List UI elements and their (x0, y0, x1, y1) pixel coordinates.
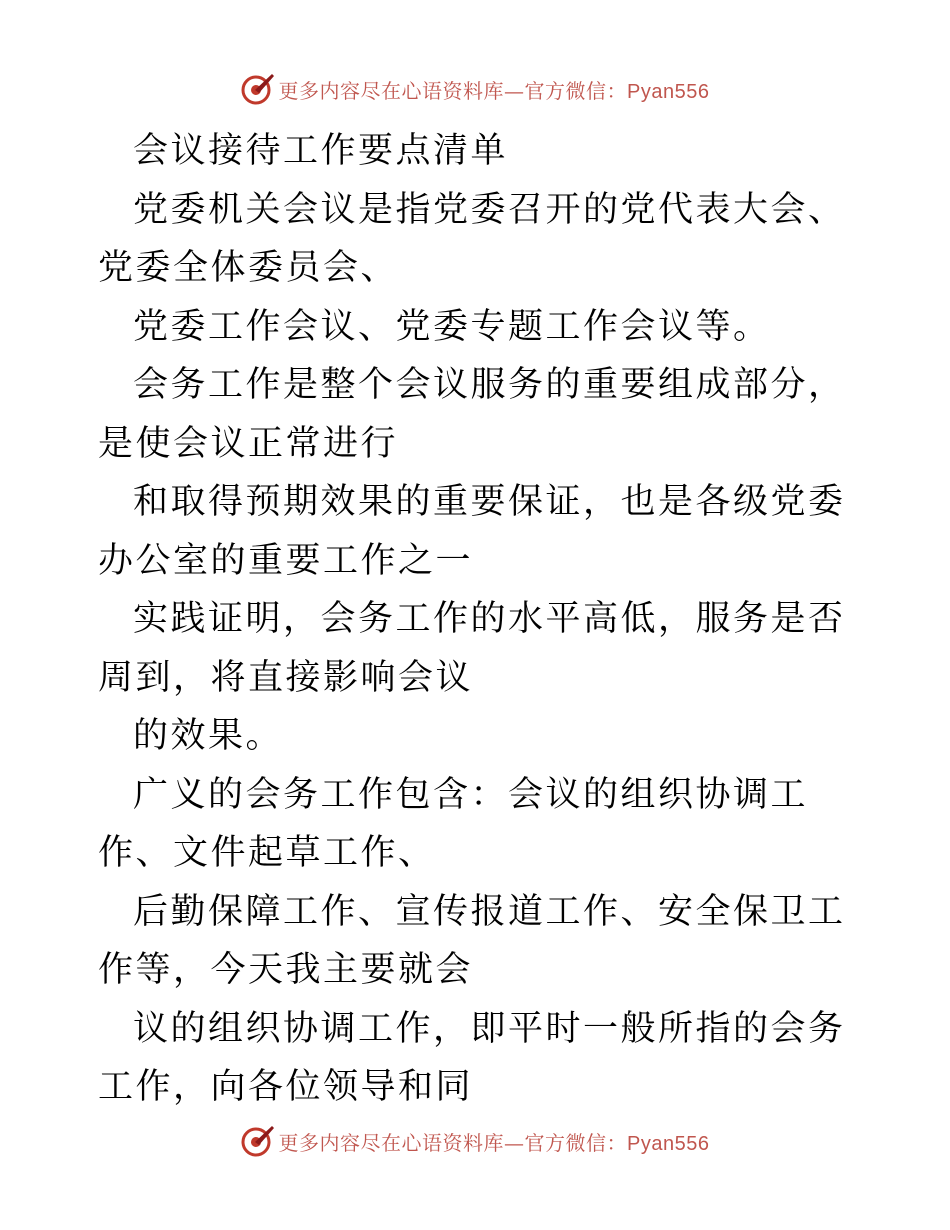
footer-banner-wechat: 官方微信：Pyan556 (524, 1132, 710, 1155)
paragraph: 后勤保障工作、宣传报道工作、安全保卫工作等，今天我主要就会 (98, 891, 846, 990)
header-banner-text (279, 75, 710, 104)
document-body (98, 122, 858, 1117)
document-title: 会议接待工作要点清单 (133, 131, 509, 171)
paragraph: 广义的会务工作包含：会议的组织协调工作、文件起草工作、 (98, 774, 809, 873)
paragraph: 议的组织协调工作，即平时一般所指的会务工作，向各位领导和同 (98, 1008, 846, 1107)
page-header-banner (0, 72, 950, 106)
footer-banner-text (279, 1127, 710, 1156)
paragraph: 实践证明，会务工作的水平高低，服务是否周到，将直接影响会议 (98, 599, 846, 698)
header-banner-main: 更多内容尽在心语资料库 (278, 78, 505, 103)
page-footer-banner (0, 1124, 950, 1158)
footer-banner-main: 更多内容尽在心语资料库 (278, 1130, 505, 1155)
paragraph: 和取得预期效果的重要保证，也是各级党委办公室的重要工作之一 (98, 482, 846, 581)
header-banner-wechat: 官方微信：Pyan556 (524, 80, 710, 103)
footer-banner-separator: — (504, 1130, 525, 1155)
paragraph: 的效果。 (133, 716, 284, 756)
quill-logo-icon (241, 1124, 275, 1158)
paragraph: 党委工作会议、党委专题工作会议等。 (133, 306, 771, 347)
paragraph: 党委机关会议是指党委召开的党代表大会、党委全体委员会、 (98, 189, 846, 288)
header-banner-separator: — (504, 78, 525, 103)
paragraph: 会务工作是整个会议服务的重要组成部分，是使会议正常进行 (98, 365, 846, 464)
quill-logo-icon (241, 72, 275, 106)
